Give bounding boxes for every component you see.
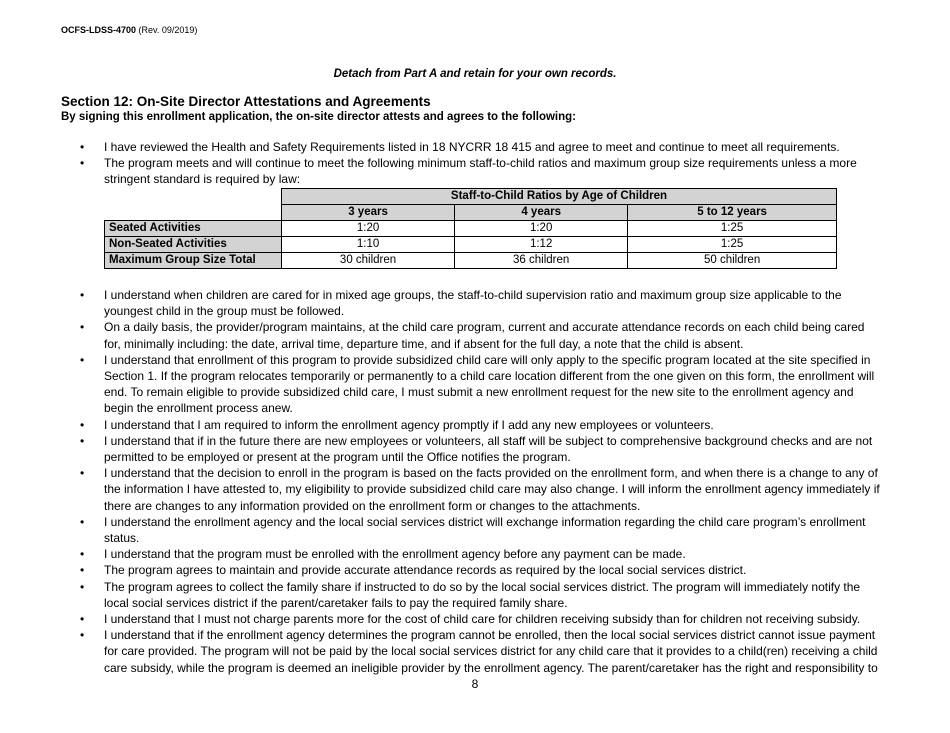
- list-item: • On a daily basis, the provider/program maintains, at the child care program, current and accurate attendance records on each child being cared for, minimally including: the date, arrival time, departure time, and if absent for the full day, a note that the child is absent.: [0, 319, 880, 351]
- table-cell: 1:20: [282, 221, 455, 237]
- form-code: OCFS-LDSS-4700: [61, 25, 137, 35]
- list-item: • I understand when children are cared for in mixed age groups, the staff-to-child supervision ratio and maximum group size applicable to the youngest child in the group must be followed.: [0, 287, 880, 319]
- table-cell: 36 children: [455, 253, 628, 269]
- list-item: • The program agrees to maintain and provide accurate attendance records as required by the local social services district.: [0, 562, 880, 578]
- section-title: Section 12: On-Site Director Attestations and Agreements: [61, 94, 431, 109]
- list-item: • I understand that if the enrollment agency determines the program cannot be enrolled, then the local social services district cannot issue payment for care provided. The program will not be paid by the local social services district for any child care that it provides to a child(ren) receiving a child care subsidy, while the program is deemed an ineligible provider by the enrollment agency. The parent/caretaker has the right and responsibility to: [0, 627, 880, 676]
- table-cell: 1:20: [455, 221, 628, 237]
- list-item: • The program agrees to collect the family share if instructed to do so by the local social services district. The program will immediately notify the local social services district if the parent/caretaker fails to pay the required family share.: [0, 579, 880, 611]
- list-item: • I understand that the program must be enrolled with the enrollment agency before any payment can be made.: [0, 546, 880, 562]
- table-cell: 1:12: [455, 237, 628, 253]
- list-item: • I understand that I must not charge parents more for the cost of child care for children receiving subsidy than for children not receiving subsidy.: [0, 611, 880, 627]
- table-row: [105, 221, 837, 237]
- section-subtitle: By signing this enrollment application, the on-site director attests and agrees to the following:: [61, 111, 577, 123]
- table-corner: [105, 189, 282, 221]
- column-header: 5 to 12 years: [628, 205, 837, 221]
- row-header: Seated Activities: [105, 221, 282, 237]
- row-header: Non-Seated Activities: [105, 237, 282, 253]
- table-cell: 1:25: [628, 221, 837, 237]
- ratio-table-title: Staff-to-Child Ratios by Age of Children: [282, 189, 837, 205]
- column-header: 3 years: [282, 205, 455, 221]
- list-item: • I understand that I am required to inform the enrollment agency promptly if I add any new employees or volunteers.: [0, 417, 880, 433]
- table-cell: 1:25: [628, 237, 837, 253]
- list-item: • I have reviewed the Health and Safety Requirements listed in 18 NYCRR 18 415 and agree to meet and continue to meet all requirements.: [0, 139, 880, 155]
- list-item: • I understand that the decision to enroll in the program is based on the facts provided on the enrollment form, and when there is a change to any of the information I have attested to, my eligibility to provide subsidized child care may also change. I will inform the enrollment agency immediately if there are changes to any information provided on the enrollment form or changes to the attachments.: [0, 465, 880, 514]
- page-number: 8: [471, 677, 479, 691]
- attestation-list-bottom: [0, 287, 880, 676]
- table-row: [105, 237, 837, 253]
- table-row: [105, 253, 837, 269]
- list-item: • I understand that enrollment of this program to provide subsidized child care will only apply to the specific program located at the site specified in Section 1. If the program relocates temporarily or permanently to a child care location different from the one given on this form, the enrollment will end. To remain eligible to provide subsidized child care, I must submit a new enrollment request for the new site to the enrollment agency and begin the enrollment process anew.: [0, 352, 880, 417]
- column-header: 4 years: [455, 205, 628, 221]
- form-revision: (Rev. 09/2019): [138, 25, 198, 35]
- attestation-list-top: [0, 139, 880, 188]
- row-header: Maximum Group Size Total: [105, 253, 282, 269]
- form-identifier: [61, 25, 197, 35]
- detach-note: Detach from Part A and retain for your own records.: [333, 68, 617, 80]
- table-cell: 50 children: [628, 253, 837, 269]
- list-item: • I understand the enrollment agency and the local social services district will exchange information regarding the child care program’s enrollment status.: [0, 514, 880, 546]
- list-item: • The program meets and will continue to meet the following minimum staff-to-child ratios and maximum group size requirements unless a more stringent standard is required by law:: [0, 155, 880, 187]
- list-item: • I understand that if in the future there are new employees or volunteers, all staff will be subject to comprehensive background checks and are not permitted to be employed or present at the program until the Office notifies the program.: [0, 433, 880, 465]
- ratio-table: [104, 188, 837, 269]
- table-cell: 1:10: [282, 237, 455, 253]
- table-cell: 30 children: [282, 253, 455, 269]
